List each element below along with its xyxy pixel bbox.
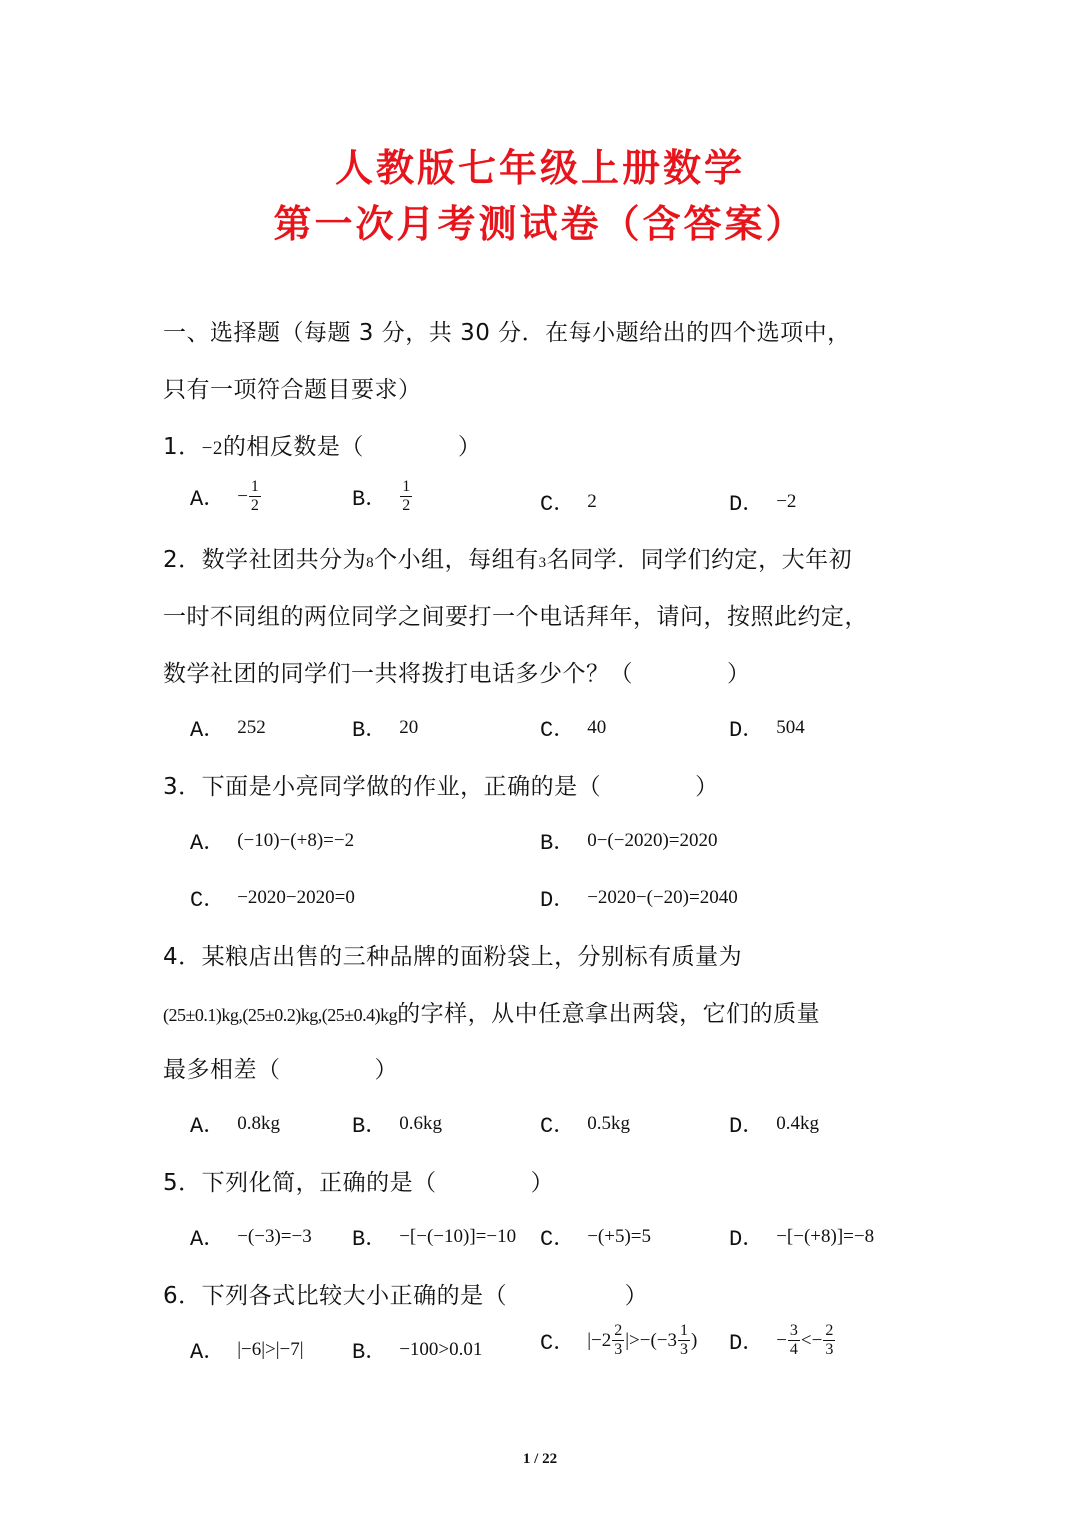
q4-option-a[interactable] [190, 1108, 280, 1139]
stem-text: 名同学．同学们约定，大年初 [546, 547, 853, 573]
stem-text: 下面是小亮同学做的作业，正确的是（ ） [201, 774, 719, 800]
question-2-stem-line3: 数学社团的同学们一共将拨打电话多少个？（ ） [163, 661, 751, 687]
q4-option-b[interactable] [352, 1108, 442, 1139]
option-value: −(−3)=−3 [237, 1225, 312, 1247]
question-1-stem [163, 428, 481, 461]
numerator: 1 [250, 478, 259, 495]
option-label: B． [352, 1114, 388, 1139]
q1-option-a[interactable] [190, 478, 262, 515]
stem-math: −2 [201, 438, 223, 459]
question-number: 6． [163, 1283, 202, 1309]
option-value: −2020−2020=0 [237, 886, 355, 908]
option-label: C． [190, 888, 226, 913]
q3-option-d[interactable] [540, 882, 738, 913]
option-label: D． [729, 718, 765, 743]
option-label: C． [540, 1114, 576, 1139]
option-value: 0−(−2020)=2020 [587, 829, 718, 851]
option-label: A． [190, 1114, 226, 1139]
q6-option-b[interactable] [352, 1334, 482, 1365]
stem-text: 下列化简，正确的是（ ） [201, 1170, 555, 1196]
q3-option-c[interactable] [190, 882, 355, 913]
denominator: 3 [825, 1341, 834, 1358]
option-value: 0.5kg [587, 1112, 630, 1134]
section-heading-line2: 只有一项符合题目要求） [163, 377, 422, 403]
stem-text: 下列各式比较大小正确的是（ ） [201, 1283, 649, 1309]
q1-option-d[interactable] [729, 486, 796, 517]
fraction [249, 478, 261, 515]
option-value: −100>0.01 [399, 1338, 483, 1360]
stem-math: (25±0.1)kg,(25±0.2)kg,(25±0.4)kg [163, 1005, 398, 1025]
option-value: |−6|>|−7| [237, 1338, 304, 1360]
q1-option-c[interactable] [540, 486, 597, 517]
q2-option-a[interactable] [190, 712, 266, 743]
option-label: B． [352, 718, 388, 743]
option-value: 0.6kg [399, 1112, 442, 1134]
option-label: C． [540, 492, 576, 517]
option-value: 40 [587, 716, 607, 738]
q2-option-b[interactable] [352, 712, 418, 743]
section-heading-line1: 一、选择题（每题 3 分，共 30 分．在每小题给出的四个选项中， [163, 320, 851, 346]
stem-text: 个小组，每组有 [374, 547, 539, 573]
question-number: 3． [163, 774, 202, 800]
q5-option-b[interactable] [352, 1221, 516, 1252]
q5-option-a[interactable] [190, 1221, 312, 1252]
option-sign: − [237, 485, 248, 507]
q5-option-c[interactable] [540, 1221, 651, 1252]
stem-math: 3 [538, 555, 547, 571]
option-value: 0.8kg [237, 1112, 280, 1134]
question-number: 5． [163, 1170, 202, 1196]
q4-option-d[interactable] [729, 1108, 819, 1139]
option-value: 20 [399, 716, 419, 738]
numerator: 2 [614, 1322, 623, 1339]
option-label: D． [729, 492, 765, 517]
option-label: B． [540, 831, 576, 856]
q3-option-b[interactable] [540, 825, 718, 856]
numerator: 3 [789, 1322, 798, 1339]
option-value: (−10)−(+8)=−2 [237, 829, 355, 851]
option-label: A． [190, 831, 226, 856]
stem-text: 的字样，从中任意拿出两袋，它们的质量 [397, 1001, 821, 1027]
question-number: 2． [163, 547, 202, 573]
question-4-stem-line2 [163, 995, 820, 1028]
option-label: D． [540, 888, 576, 913]
page-number: 1 / 22 [522, 1451, 558, 1467]
numerator: 2 [825, 1322, 834, 1339]
fraction [788, 1322, 800, 1359]
option-value: 504 [776, 716, 805, 738]
question-number: 4． [163, 944, 202, 970]
option-math: |−2 [587, 1329, 612, 1351]
option-label: B． [352, 487, 388, 512]
q4-option-c[interactable] [540, 1108, 630, 1139]
option-value: 252 [237, 716, 266, 738]
stem-text: 某粮店出售的三种品牌的面粉袋上，分别标有质量为 [201, 944, 743, 970]
option-label: C． [540, 718, 576, 743]
numerator: 1 [680, 1322, 689, 1339]
q5-option-d[interactable] [729, 1221, 874, 1252]
doc-title-line2: 第一次月考测试卷（含答案） [273, 201, 807, 246]
option-label: A． [190, 1340, 226, 1365]
question-4-stem-line3: 最多相差（ ） [163, 1057, 398, 1083]
denominator: 3 [614, 1341, 623, 1358]
fraction [678, 1322, 690, 1359]
denominator: 2 [402, 497, 411, 514]
option-math: − [776, 1329, 787, 1351]
option-label: C． [540, 1331, 576, 1356]
denominator: 4 [789, 1341, 798, 1358]
option-label: B． [352, 1227, 388, 1252]
stem-text: 数学社团共分为 [201, 547, 367, 573]
stem-text: 的相反数是（ ） [222, 434, 482, 460]
option-label: D． [729, 1114, 765, 1139]
q2-option-d[interactable] [729, 712, 805, 743]
question-2-stem-line1 [163, 541, 852, 574]
q6-option-c[interactable] [540, 1322, 697, 1359]
option-math: <− [800, 1329, 823, 1351]
option-label: D． [729, 1227, 765, 1252]
q6-option-d[interactable] [729, 1322, 836, 1359]
option-label: A． [190, 1227, 226, 1252]
q2-option-c[interactable] [540, 712, 606, 743]
question-4-stem-line1 [163, 938, 742, 971]
option-label: B． [352, 1340, 388, 1365]
fraction [400, 478, 412, 515]
doc-title-line1: 人教版七年级上册数学 [334, 145, 745, 190]
denominator: 2 [250, 497, 259, 514]
question-5-stem [163, 1164, 554, 1197]
question-2-stem-line2: 一时不同组的两位同学之间要打一个电话拜年，请问，按照此约定， [163, 604, 868, 630]
option-label: C． [540, 1227, 576, 1252]
option-value: 0.4kg [776, 1112, 819, 1134]
option-value: 2 [587, 490, 597, 512]
option-math: |>−(−3 [625, 1329, 678, 1351]
option-label: A． [190, 718, 226, 743]
option-value: −[−(+8)]=−8 [776, 1225, 875, 1247]
option-value: −2020−(−20)=2040 [587, 886, 738, 908]
option-value: −(+5)=5 [587, 1225, 652, 1247]
option-value: −[−(−10)]=−10 [399, 1225, 517, 1247]
q1-option-b[interactable] [352, 478, 413, 515]
fraction [612, 1322, 624, 1359]
option-label: D． [729, 1331, 765, 1356]
q6-option-a[interactable] [190, 1334, 304, 1365]
q3-option-a[interactable] [190, 825, 354, 856]
stem-math: 8 [366, 555, 375, 571]
option-value: −2 [776, 490, 797, 512]
option-math: ) [691, 1329, 698, 1351]
question-number: 1． [163, 434, 202, 460]
numerator: 1 [402, 478, 411, 495]
question-3-stem [163, 768, 719, 801]
question-6-stem [163, 1277, 648, 1310]
option-label: A． [190, 487, 226, 512]
denominator: 3 [680, 1341, 689, 1358]
fraction [823, 1322, 835, 1359]
